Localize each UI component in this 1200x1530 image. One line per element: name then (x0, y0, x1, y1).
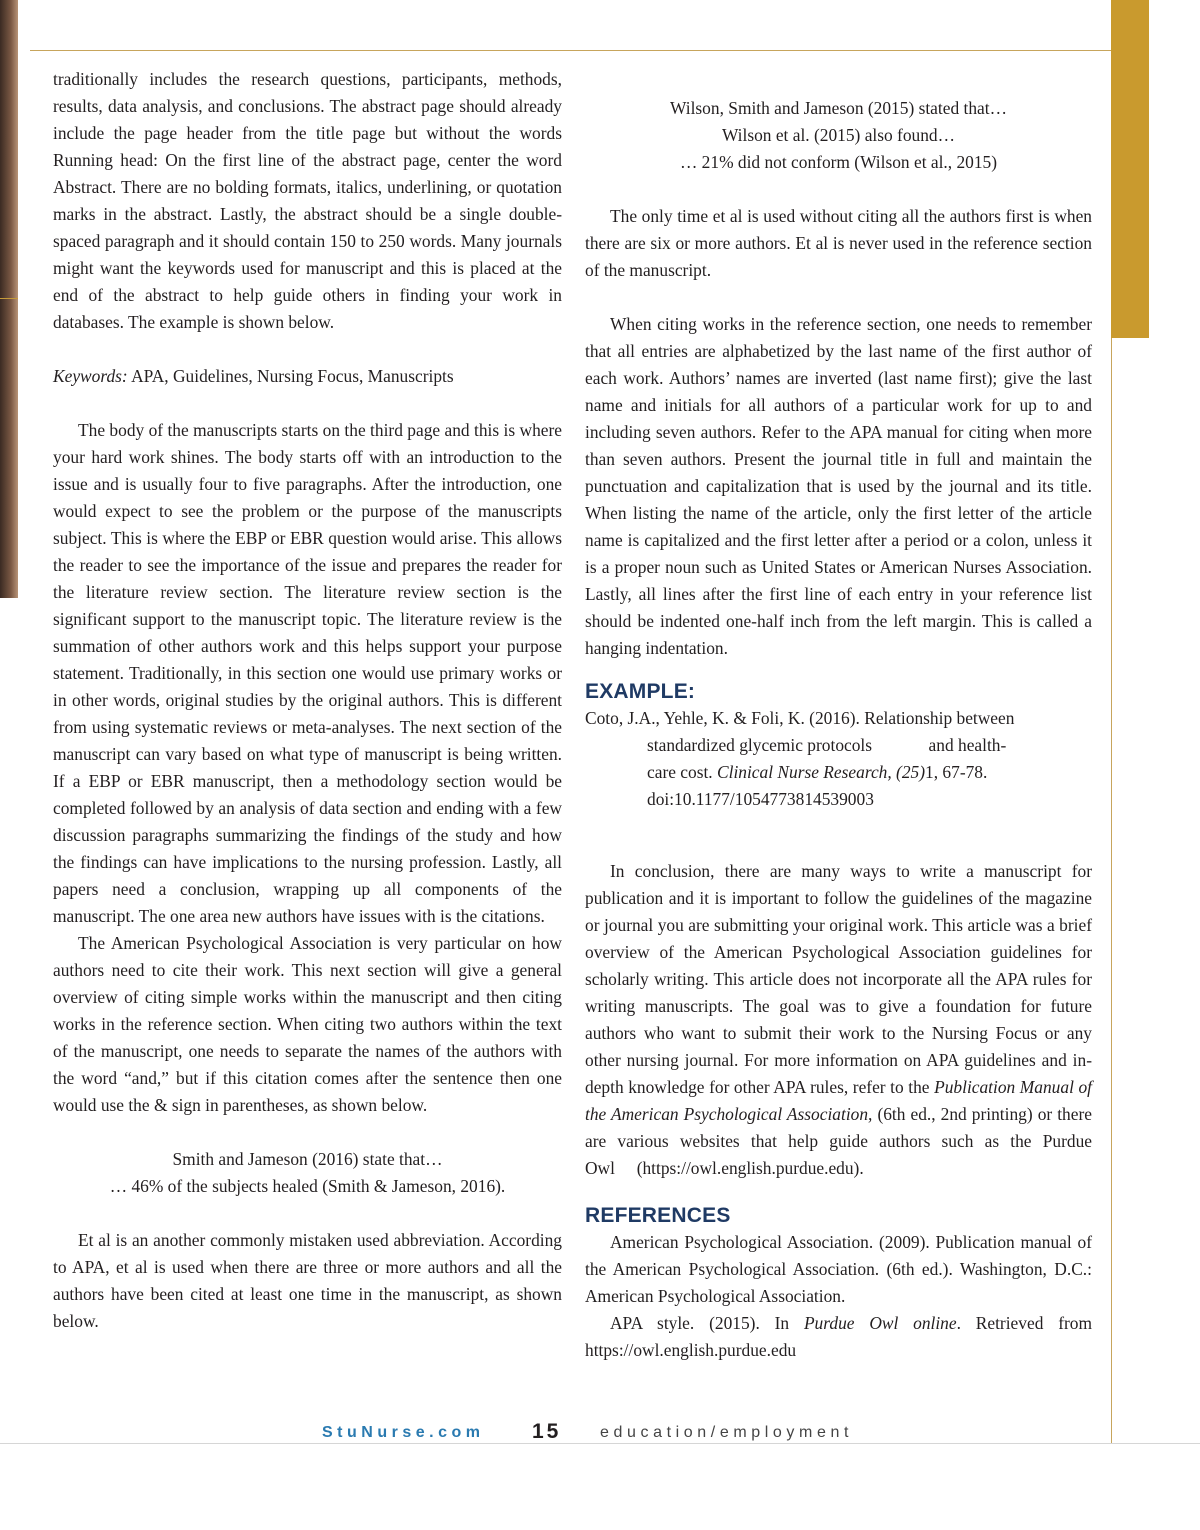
keywords-line (53, 363, 562, 390)
abstract-paragraph: traditionally includes the research questions, participants, methods, results, data analysis, and conclusions. The abstract page should already include the page header from the title page but without the words Running head: On the first line of the abstract page, center the word Abstract. There are no bolding formats, italics, underlining, or quotation marks in the abstract. Lastly, the abstract should be a single double-spaced paragraph and it should contain 150 to 250 words. Many journals might want the keywords used for manuscript and this is placed at the end of the abstract to help guide others in finding your work in databases. The example is shown below. (53, 69, 562, 332)
reference-text: APA style. (2015). In (610, 1313, 804, 1333)
apa-paragraph: The American Psychological Association is very particular on how authors need to cite their work. This next section will give a general overview of citing simple works within the manuscript and then citing works in the reference section. When citing two authors within the text of the manuscript, one needs to separate the names of the authors with the word “and,” but if this citation comes after the sentence then one would use the & sign in parentheses, as shown below. (53, 933, 562, 1115)
citation-example-line: … 21% did not conform (Wilson et al., 2015) (679, 152, 998, 172)
right-margin-rule (1111, 338, 1112, 1444)
conclusion-text: In conclusion, there are many ways to write a manuscript for publication and it is important to follow the guidelines of the magazine or journal you are submitting your original work. This article was a brief overview of the American Psychological Association guidelines for scholarly writing. This article does not incorporate all the APA rules for writing manuscripts. The goal was to give a foundation for future authors who want to submit their work to the Nursing Focus or any other nursing journal. For more information on APA guidelines and in-depth knowledge for other APA rules, refer to the (585, 861, 1092, 1097)
publication-manual-title: Publication Manual of the American Psychological Association, (585, 1077, 1093, 1124)
conclusion-text: (6th ed., 2nd printing) or there are various websites that help guide authors such as the Purdue Owl (https://owl.english.purdue.edu). (585, 1104, 1092, 1178)
reference-text: . Retrieved from https://owl.english.purdue.edu (585, 1313, 1093, 1360)
example-reference-line: standardized glycemic protocols and health- (647, 735, 1007, 755)
reference-entry (585, 1310, 1092, 1364)
keywords-value: APA, Guidelines, Nursing Focus, Manuscripts (127, 366, 454, 386)
example-reference-line: Coto, J.A., Yehle, K. & Foli, K. (2016). Relationship between (585, 708, 1015, 728)
left-column (53, 66, 562, 1335)
et-al-rule-paragraph: The only time et al is used without citing all the authors first is when there are six or more authors. Et al is never used in the reference section of the manuscript. (585, 206, 1092, 280)
section-name: education/employment (600, 1424, 853, 1441)
example-reference-text: care cost. (647, 762, 718, 782)
citation-example-line: Smith and Jameson (2016) state that… (172, 1149, 443, 1169)
example-heading: EXAMPLE: (585, 680, 696, 703)
gold-side-tab (1111, 0, 1149, 338)
references-heading: REFERENCES (585, 1204, 731, 1227)
citation-example-line: Wilson, Smith and Jameson (2015) stated that… (670, 98, 1007, 118)
conclusion-paragraph (585, 858, 1092, 1182)
example-reference-doi: doi:10.1177/1054773814539003 (647, 789, 874, 809)
reference-entry: American Psychological Association. (2009). Publication manual of the American Psychological Association. (6th ed.). Washington, D.C.: American Psychological Association. (585, 1232, 1092, 1306)
example-reference-line (585, 759, 1092, 786)
body-paragraph: The body of the manuscripts starts on the third page and this is where your hard work shines. The body starts off with an introduction to the issue and is usually four to five paragraphs. After the introduction, one would expect to see the problem or the purpose of the manuscripts subject. This is where the EBP or EBR question would arise. This allows the reader to see the importance of the issue and prepares the reader for the literature review section. The literature review section is the significant support to the manuscript topic. The literature review is the summation of other authors work and this helps support your purpose statement. Traditionally, in this section one would use primary works or in other words, original studies by the original authors. This is different from using systematic reviews or meta-analyses. The next section of the manuscript can vary based on what type of manuscript is being written. If a EBP or EBR manuscript, then a methodology section would be completed followed by an analysis of data section and ending with a few discussion paragraphs summarizing the findings of the study and how the findings can have implications to the nursing profession. Lastly, all papers need a conclusion, wrapping up all components of the manuscript. The one area new authors have issues with is the citations. (53, 420, 562, 926)
reference-source-title: Purdue Owl online (803, 1313, 957, 1333)
reference-section-paragraph: When citing works in the reference section, one needs to remember that all entries are alphabetized by the last name of the first author of each work. Authors’ names are inverted (last name first); give the last name and initials for all authors of a particular work for up to and including seven authors. Refer to the APA manual for citing when more than seven authors. Present the journal title in full and maintain the punctuation and capitalization that is used by the journal and its title. When listing the name of the article, only the first letter of the article name is capitalized and the first letter after a period or a colon, unless it is a proper noun such as United States or American Nurses Association. Lastly, all lines after the first line of each entry in your reference list should be indented one-half inch from the left margin. This is called a hanging indentation. (585, 314, 1092, 658)
cropped-photo-edge (0, 0, 18, 598)
journal-title: Clinical Nurse Research, (25) (717, 762, 926, 782)
right-column (585, 66, 1092, 1364)
page-footer (0, 1420, 1200, 1448)
citation-example-line: Wilson et al. (2015) also found… (721, 125, 956, 145)
site-name: StuNurse.com (322, 1424, 485, 1441)
keywords-label: Keywords: (53, 366, 128, 386)
et-al-paragraph: Et al is an another commonly mistaken used abbreviation. According to APA, et al is used when there are three or more authors and all the authors have been cited at least one time in the manuscript, as shown below. (53, 1230, 562, 1331)
citation-example-line: … 46% of the subjects healed (Smith & Jameson, 2016). (109, 1176, 506, 1196)
example-reference-text: 1, 67-78. (925, 762, 988, 782)
page-number: 15 (532, 1420, 562, 1443)
header-rule (30, 50, 1142, 51)
